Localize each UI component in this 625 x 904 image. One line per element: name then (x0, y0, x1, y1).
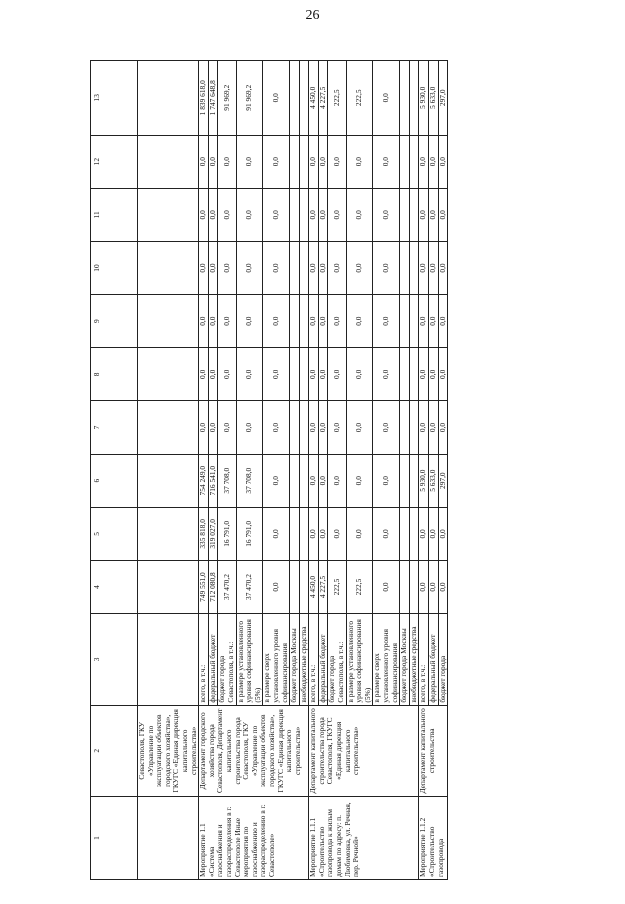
value-cell (290, 348, 300, 401)
value-cell: 0,0 (263, 61, 290, 136)
value-cell: 0,0 (218, 188, 236, 241)
value-cell (400, 241, 410, 294)
value-cell: 0,0 (199, 401, 209, 454)
value-cell: 0,0 (373, 401, 400, 454)
value-cell: 0,0 (309, 454, 319, 507)
value-cell: 0,0 (318, 188, 328, 241)
value-cell: 0,0 (236, 401, 263, 454)
value-cell: 0,0 (236, 295, 263, 348)
column-header-10: 10 (91, 241, 138, 294)
value-cell: 297,0 (438, 61, 448, 136)
value-cell: 0,0 (346, 401, 373, 454)
value-cell: 0,0 (309, 507, 319, 560)
value-cell: 0,0 (328, 295, 346, 348)
value-cell (400, 188, 410, 241)
page-number: 26 (305, 8, 320, 23)
value-cell: 335 818,0 (199, 507, 209, 560)
value-cell: 0,0 (373, 348, 400, 401)
value-cell: 0,0 (208, 241, 218, 294)
value-cell: 0,0 (208, 348, 218, 401)
table-row (199, 61, 209, 880)
value-cell: 16 791,0 (236, 507, 263, 560)
value-cell (400, 454, 410, 507)
column-header-7: 7 (91, 401, 138, 454)
value-cell: 0,0 (429, 295, 439, 348)
value-cell (290, 61, 300, 136)
preamble-empty-cell (138, 507, 199, 560)
value-cell: 0,0 (419, 348, 429, 401)
value-cell: 222,5 (346, 61, 373, 136)
value-cell (290, 188, 300, 241)
preamble-empty-cell (138, 135, 199, 188)
value-cell: 91 969,2 (236, 61, 263, 136)
funding-source: бюджет города Москвы (400, 614, 410, 705)
value-cell: 0,0 (328, 507, 346, 560)
value-cell: 0,0 (309, 348, 319, 401)
value-cell: 0,0 (318, 241, 328, 294)
funding-source: бюджет города Севастополя, в т.ч.: (328, 614, 346, 705)
budget-table (90, 60, 448, 880)
value-cell: 0,0 (419, 560, 429, 613)
funding-source: бюджет города (438, 614, 448, 705)
column-header-8: 8 (91, 348, 138, 401)
column-header-6: 6 (91, 454, 138, 507)
value-cell: 222,5 (346, 560, 373, 613)
value-cell: 0,0 (346, 295, 373, 348)
measure-name: Мероприятие 1.1.1 «Строительство газопровода к жилым домам по адресу: п. Любимовка, ул. Речная, пер. Речной» (309, 797, 419, 880)
value-cell: 0,0 (263, 135, 290, 188)
value-cell: 0,0 (373, 295, 400, 348)
value-cell: 0,0 (373, 188, 400, 241)
value-cell: 0,0 (218, 241, 236, 294)
value-cell (290, 401, 300, 454)
funding-source: всего, в т.ч.: (199, 614, 209, 705)
preamble-empty-cell (138, 61, 199, 136)
funding-source: в размере установленного уровня софинансирования (5%) (236, 614, 263, 705)
value-cell: 0,0 (263, 295, 290, 348)
value-cell: 91 969,2 (218, 61, 236, 136)
column-header-2: 2 (91, 705, 138, 796)
value-cell: 0,0 (199, 188, 209, 241)
value-cell: 0,0 (218, 348, 236, 401)
measure-name: Мероприятие 1.1.2 «Строительство газопровода (419, 797, 448, 880)
value-cell: 0,0 (318, 135, 328, 188)
value-cell: 0,0 (309, 241, 319, 294)
value-cell (400, 295, 410, 348)
value-cell: 0,0 (199, 241, 209, 294)
value-cell: 0,0 (438, 348, 448, 401)
value-cell: 0,0 (309, 401, 319, 454)
value-cell: 0,0 (373, 560, 400, 613)
value-cell: 0,0 (346, 454, 373, 507)
table-row (309, 61, 319, 880)
preamble-row (138, 61, 199, 880)
funding-source: в размере сверх установленного уровня софинансирования (263, 614, 290, 705)
value-cell: 319 027,0 (208, 507, 218, 560)
value-cell: 0,0 (309, 295, 319, 348)
value-cell: 0,0 (429, 348, 439, 401)
value-cell: 0,0 (438, 401, 448, 454)
value-cell: 0,0 (438, 295, 448, 348)
value-cell: 0,0 (236, 241, 263, 294)
value-cell: 0,0 (328, 241, 346, 294)
column-header-3: 3 (91, 614, 138, 705)
value-cell: 0,0 (438, 507, 448, 560)
funding-source: всего, в т.ч.: (309, 614, 319, 705)
value-cell: 4 227,5 (318, 560, 328, 613)
value-cell: 0,0 (373, 135, 400, 188)
value-cell: 0,0 (373, 241, 400, 294)
column-header-9: 9 (91, 295, 138, 348)
value-cell: 0,0 (263, 241, 290, 294)
preamble-name-cell (138, 797, 199, 880)
value-cell: 0,0 (263, 188, 290, 241)
column-header-1: 1 (91, 797, 138, 880)
value-cell: 16 791,0 (218, 507, 236, 560)
value-cell: 0,0 (236, 135, 263, 188)
value-cell: 5 930,0 (419, 454, 429, 507)
value-cell: 297,0 (438, 454, 448, 507)
value-cell: 0,0 (429, 560, 439, 613)
value-cell (290, 295, 300, 348)
value-cell: 0,0 (236, 188, 263, 241)
value-cell: 0,0 (263, 401, 290, 454)
value-cell: 0,0 (419, 295, 429, 348)
preamble-empty-cell (138, 401, 199, 454)
value-cell: 0,0 (419, 188, 429, 241)
measure-executor: Департамент капитального строительства (419, 705, 448, 796)
funding-source: федеральный бюджет (429, 614, 439, 705)
header-row (91, 61, 138, 880)
value-cell: 37 470,2 (236, 560, 263, 613)
value-cell: 0,0 (328, 188, 346, 241)
value-cell (400, 348, 410, 401)
value-cell: 0,0 (208, 135, 218, 188)
value-cell: 0,0 (218, 135, 236, 188)
value-cell: 222,5 (328, 560, 346, 613)
value-cell: 0,0 (419, 241, 429, 294)
value-cell (290, 135, 300, 188)
value-cell: 0,0 (373, 61, 400, 136)
preamble-empty-cell (138, 560, 199, 613)
value-cell: 0,0 (429, 401, 439, 454)
value-cell: 0,0 (318, 348, 328, 401)
value-cell: 0,0 (263, 454, 290, 507)
value-cell: 0,0 (218, 401, 236, 454)
value-cell: 0,0 (419, 401, 429, 454)
funding-source: федеральный бюджет (208, 614, 218, 705)
column-header-4: 4 (91, 560, 138, 613)
value-cell: 1 747 648,8 (208, 61, 218, 136)
measure-name: Мероприятие 1.1 «Система газоснабжения и газораспределения в г. Севастополе Иные мероприятия по газоснабжению и газораспределению в г. Севастополе» (199, 797, 309, 880)
value-cell: 0,0 (236, 348, 263, 401)
rotated-page (90, 60, 610, 880)
value-cell: 0,0 (438, 241, 448, 294)
value-cell: 0,0 (328, 401, 346, 454)
value-cell: 0,0 (429, 507, 439, 560)
value-cell: 0,0 (309, 188, 319, 241)
value-cell: 0,0 (346, 188, 373, 241)
column-header-11: 11 (91, 188, 138, 241)
value-cell: 0,0 (419, 135, 429, 188)
value-cell: 0,0 (328, 348, 346, 401)
funding-source: в размере сверх установленного уровня софинансирования (373, 614, 400, 705)
value-cell: 0,0 (429, 135, 439, 188)
value-cell: 0,0 (328, 454, 346, 507)
value-cell: 0,0 (263, 348, 290, 401)
funding-source: бюджет города Москвы (290, 614, 300, 705)
funding-source: федеральный бюджет (318, 614, 328, 705)
value-cell: 0,0 (438, 560, 448, 613)
preamble-empty-cell (138, 348, 199, 401)
value-cell: 222,5 (328, 61, 346, 136)
value-cell: 712 080,8 (208, 560, 218, 613)
value-cell (290, 241, 300, 294)
measure-executor: Департамент капитального строительства города Севастополя, ГКУГС «Единая дирекция капитального строительства» (309, 705, 419, 796)
value-cell: 0,0 (438, 188, 448, 241)
value-cell: 0,0 (373, 507, 400, 560)
value-cell (290, 560, 300, 613)
preamble-empty-cell (138, 241, 199, 294)
column-header-5: 5 (91, 507, 138, 560)
preamble-empty-cell (138, 295, 199, 348)
value-cell (400, 61, 410, 136)
value-cell: 749 551,0 (199, 560, 209, 613)
funding-source: внебюджетные средства (299, 614, 309, 705)
value-cell: 0,0 (263, 507, 290, 560)
value-cell: 5 930,0 (419, 61, 429, 136)
value-cell: 37 708,0 (236, 454, 263, 507)
preamble-empty-cell (138, 614, 199, 705)
value-cell: 37 708,0 (218, 454, 236, 507)
value-cell: 754 249,0 (199, 454, 209, 507)
value-cell: 0,0 (346, 135, 373, 188)
column-header-13: 13 (91, 61, 138, 136)
value-cell (290, 454, 300, 507)
value-cell: 4 227,5 (318, 61, 328, 136)
funding-source: бюджет города Севастополя, в т.ч.: (218, 614, 236, 705)
value-cell: 0,0 (199, 295, 209, 348)
value-cell: 716 541,0 (208, 454, 218, 507)
funding-source: в размере установленного уровня софинансирования (5%) (346, 614, 373, 705)
value-cell: 0,0 (346, 241, 373, 294)
value-cell: 0,0 (438, 135, 448, 188)
value-cell: 0,0 (208, 401, 218, 454)
value-cell: 0,0 (199, 348, 209, 401)
preamble-empty-cell (138, 188, 199, 241)
value-cell: 0,0 (429, 241, 439, 294)
value-cell (400, 560, 410, 613)
value-cell (290, 507, 300, 560)
value-cell: 0,0 (429, 188, 439, 241)
value-cell (400, 401, 410, 454)
value-cell: 0,0 (318, 507, 328, 560)
value-cell: 0,0 (263, 560, 290, 613)
value-cell: 0,0 (346, 507, 373, 560)
value-cell: 4 450,0 (309, 61, 319, 136)
measure-executor: Департамент городского хозяйства города Севастополя, Департамент капитального строительства города Севастополя, ГКУ «Управление по эксплуатации объектов городского хозяйства», ГКУГС «Единая дирекция капитального строительства» (199, 705, 309, 796)
funding-source: внебюджетные средства (409, 614, 419, 705)
value-cell: 0,0 (208, 295, 218, 348)
value-cell (400, 507, 410, 560)
column-header-12: 12 (91, 135, 138, 188)
value-cell: 0,0 (309, 135, 319, 188)
value-cell: 5 633,0 (429, 61, 439, 136)
value-cell: 0,0 (346, 348, 373, 401)
value-cell: 0,0 (318, 454, 328, 507)
value-cell: 0,0 (373, 454, 400, 507)
value-cell: 5 633,0 (429, 454, 439, 507)
value-cell: 0,0 (328, 135, 346, 188)
value-cell: 37 470,2 (218, 560, 236, 613)
value-cell: 1 839 618,0 (199, 61, 209, 136)
value-cell: 0,0 (419, 507, 429, 560)
value-cell: 0,0 (208, 188, 218, 241)
preamble-executor: Севастополя, ГКУ «Управление по эксплуатации объектов городского хозяйства», ГКУГС «Единая дирекция капитального строительства» (138, 705, 199, 796)
preamble-empty-cell (138, 454, 199, 507)
funding-source: всего, в т.ч.: (419, 614, 429, 705)
value-cell: 0,0 (318, 401, 328, 454)
value-cell: 0,0 (199, 135, 209, 188)
value-cell (400, 135, 410, 188)
value-cell: 0,0 (318, 295, 328, 348)
value-cell: 0,0 (218, 295, 236, 348)
value-cell: 4 450,0 (309, 560, 319, 613)
